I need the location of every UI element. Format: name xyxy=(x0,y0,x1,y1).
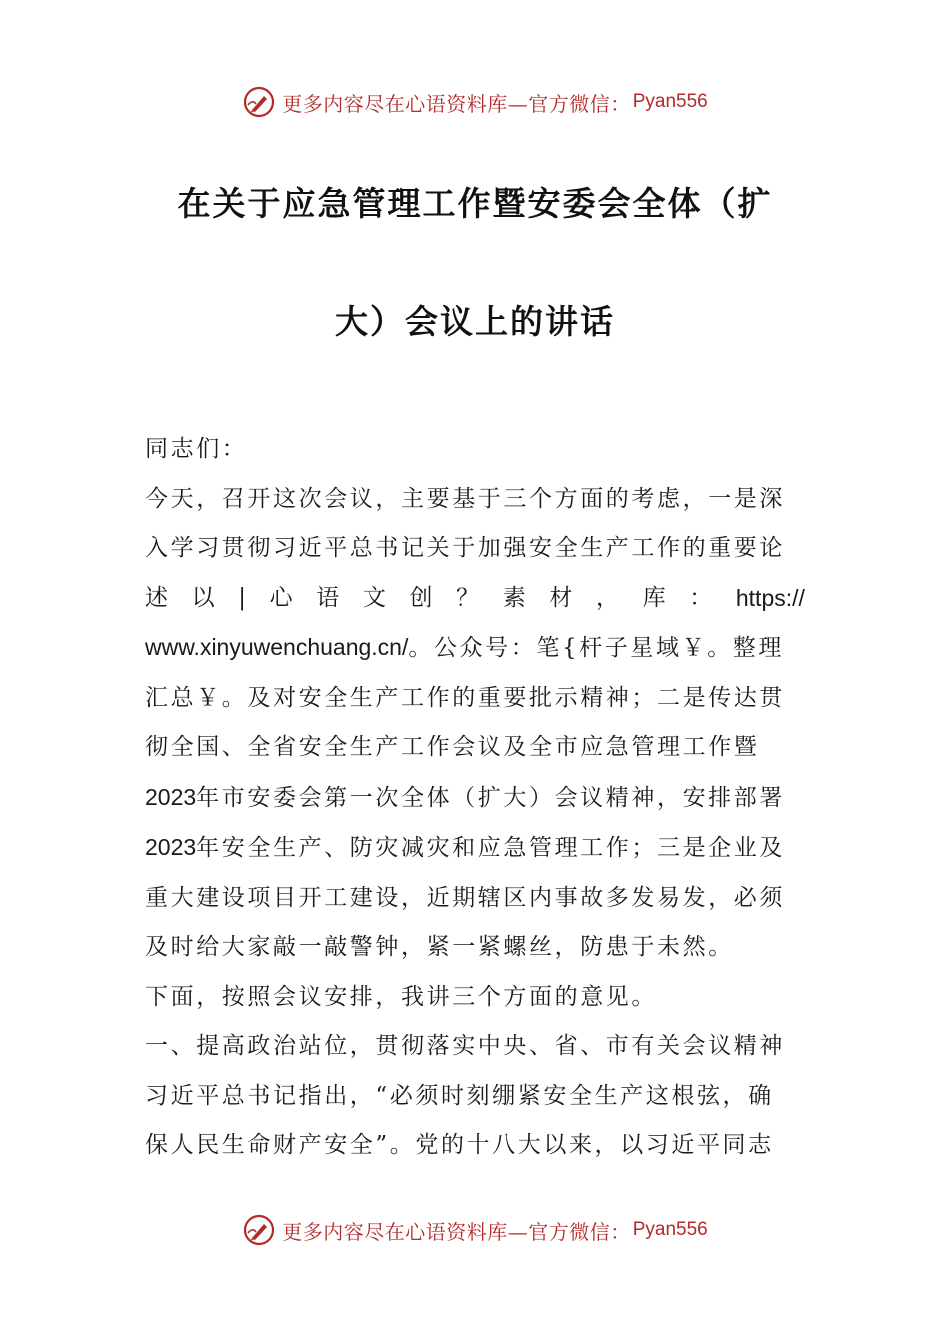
paragraph-text: 年市安委会第一次全体（扩大）会议精神，安排部署 xyxy=(196,784,785,811)
year-number: 2023 xyxy=(145,783,197,810)
char: 述 xyxy=(145,584,171,611)
watermark-text: 更多内容尽在心语资料库—官方微信： xyxy=(282,91,631,116)
paragraph-line: 习近平总书记指出，“必须时刻绷紧安全生产这根弦，确 xyxy=(145,1082,774,1109)
website-url: www.xinyuwenchuang.cn/ xyxy=(145,634,409,660)
char: ： xyxy=(689,584,715,611)
header-watermark xyxy=(0,82,950,122)
paragraph-line: 彻全国、全省安全生产工作会议及全市应急管理工作暨 xyxy=(145,734,760,760)
paragraph-text: 。公众号：笔{杆子星域￥。整理 xyxy=(408,635,785,661)
salutation: 同志们： xyxy=(145,436,248,462)
url-fragment: https:// xyxy=(735,584,805,611)
paragraph-line: 保人民生命财产安全”。党的十八大以来，以习近平同志 xyxy=(145,1132,774,1158)
char: 心 xyxy=(269,584,296,611)
char: 创 xyxy=(409,584,436,611)
footer-watermark xyxy=(0,1210,950,1250)
paragraph-line xyxy=(145,823,805,874)
document-body xyxy=(145,425,805,1171)
char: 文 xyxy=(362,584,389,611)
paragraph-line: 下面，按照会议安排，我讲三个方面的意见。 xyxy=(145,983,657,1010)
document-title-line-2: 大）会议上的讲话 xyxy=(335,302,615,341)
char: 库 xyxy=(642,584,669,611)
section-heading: 一、提高政治站位，贯彻落实中央、省、市有关会议精神 xyxy=(145,1033,785,1059)
char: 以 xyxy=(191,584,218,611)
year-number: 2023 xyxy=(145,834,197,860)
char: | xyxy=(238,584,249,611)
char: ？ xyxy=(456,584,482,611)
watermark-wechat-id: Pyan556 xyxy=(632,91,708,112)
pen-nib-logo-icon xyxy=(242,1213,276,1247)
paragraph-text: 年安全生产、防灾减灾和应急管理工作；三是企业及 xyxy=(196,835,785,861)
paragraph-line xyxy=(145,623,805,674)
char: 语 xyxy=(316,584,342,611)
watermark-text: 更多内容尽在心语资料库—官方微信： xyxy=(282,1219,631,1244)
paragraph-line: 重大建设项目开工建设，近期辖区内事故多发易发，必须 xyxy=(145,884,785,911)
paragraph-line: 汇总￥。及对安全生产工作的重要批示精神；二是传达贯 xyxy=(145,684,785,711)
watermark-wechat-id: Pyan556 xyxy=(632,1219,708,1240)
char: 素 xyxy=(502,584,529,611)
char: ， xyxy=(596,584,622,611)
pen-nib-logo-icon xyxy=(242,85,276,119)
paragraph-line: 及时给大家敲一敲警钟，紧一紧螺丝，防患于未然。 xyxy=(145,934,734,960)
paragraph-line: 今天，召开这次会议，主要基于三个方面的考虑，一是深 xyxy=(145,485,785,512)
paragraph-line-justified xyxy=(145,574,805,624)
char: 材 xyxy=(549,584,575,611)
paragraph-line: 入学习贯彻习近平总书记关于加强安全生产工作的重要论 xyxy=(145,535,785,561)
paragraph-line xyxy=(145,773,805,824)
document-title-line-1: 在关于应急管理工作暨安委会全体（扩 xyxy=(177,184,773,223)
